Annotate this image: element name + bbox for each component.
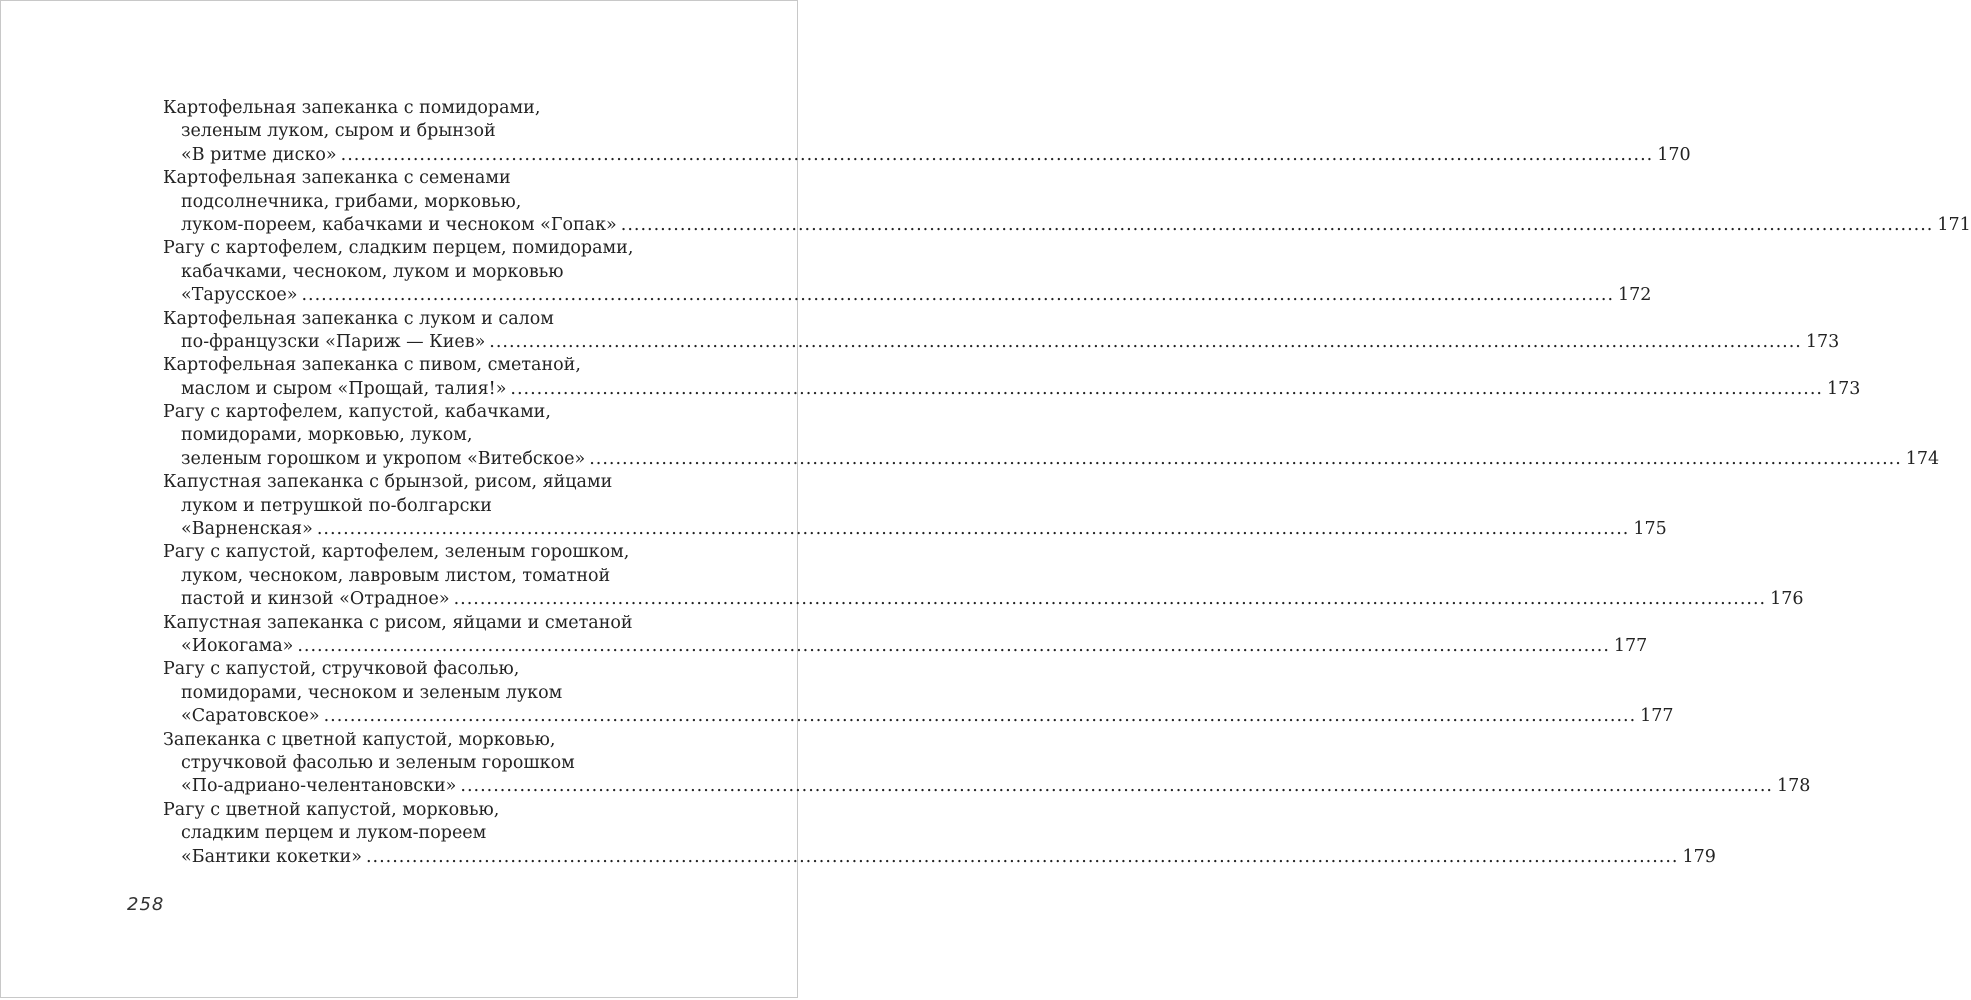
toc-entry-line: Рагу с капустой, стручковой фасолью, (163, 659, 520, 680)
toc-entry-line: Рагу с капустой, картофелем, зеленым горошком, (163, 542, 630, 563)
toc-entry-text: «Варненская» (181, 519, 313, 540)
dot-leader: ........................................................................................................................................................................................................ (340, 144, 1654, 165)
toc-entry-line: Картофельная запеканка с семенами (163, 168, 511, 189)
toc-entry (163, 729, 1811, 799)
toc-entry-line: Капустная запеканка с рисом, яйцами и сметаной (163, 612, 633, 633)
toc-entry-text: луком-пореем, кабачками и чесноком «Гопак» (181, 214, 617, 235)
toc-entry-line (163, 705, 1674, 728)
toc-entry (163, 308, 1840, 355)
toc-entry-line: стручковой фасолью и зеленым горошком (181, 752, 575, 773)
toc-page-number: 178 (1776, 776, 1811, 797)
toc-entry-line (163, 635, 1648, 658)
toc-page-number: 171 (1937, 214, 1971, 235)
toc-entry (163, 799, 1716, 869)
toc-entry-line (163, 588, 1804, 611)
page-number: 258 (127, 894, 165, 915)
toc-page-number: 175 (1633, 519, 1667, 540)
toc-entry-line: луком, чесноком, лавровым листом, томатной (181, 565, 611, 586)
toc-entry-text: пастой и кинзой «Отрадное» (181, 589, 450, 610)
toc-entry-line (163, 846, 1716, 869)
dot-leader: ........................................................................................................................................................................................................ (453, 589, 1767, 610)
toc-entry-line (163, 775, 1811, 798)
toc-entry-line: помидорами, чесноком и зеленым луком (181, 682, 563, 703)
toc-entry-line: луком и петрушкой по-болгарски (181, 495, 492, 516)
dot-leader: ........................................................................................................................................................................................................ (316, 519, 1630, 540)
toc-entry (163, 237, 1652, 307)
toc-page-number: 177 (1613, 635, 1648, 656)
toc-entry-line: сладким перцем и луком-пореем (181, 823, 487, 844)
toc-page-number: 176 (1770, 589, 1804, 610)
dot-leader: ........................................................................................................................................................................................................ (489, 331, 1802, 352)
toc-entry-text: «Саратовское» (181, 706, 320, 727)
toc-entry-text: зеленым горошком и укропом «Витебское» (181, 448, 586, 469)
toc-entry-line: Рагу с картофелем, капустой, кабачками, (163, 402, 551, 423)
dot-leader: ........................................................................................................................................................................................................ (589, 448, 1902, 469)
toc-entry (163, 354, 1861, 401)
toc-entry-line (163, 331, 1840, 354)
toc-entry (163, 401, 1940, 471)
toc-entry-line (163, 284, 1652, 307)
dot-leader: ........................................................................................................................................................................................................ (297, 635, 1610, 656)
dot-leader: ........................................................................................................................................................................................................ (301, 285, 1615, 306)
toc-entry-text: «Иокогама» (181, 635, 294, 656)
toc-entry-line: Рагу с цветной капустой, морковью, (163, 799, 500, 820)
dot-leader: ........................................................................................................................................................................................................ (460, 776, 1773, 797)
toc-entry-line (163, 448, 1940, 471)
toc-page-number: 173 (1805, 331, 1840, 352)
toc-entry-line: Картофельная запеканка с луком и салом (163, 308, 554, 329)
toc-entry-line (163, 214, 1971, 237)
toc-entry-text: «По-адриано-челентановски» (181, 776, 457, 797)
toc-entry-line: зеленым луком, сыром и брынзой (181, 121, 496, 142)
toc-page-number: 172 (1618, 285, 1652, 306)
toc-entry-line: Картофельная запеканка с помидорами, (163, 98, 541, 118)
toc-entry-text: «В ритме диско» (181, 144, 337, 165)
toc-entry-text: по-французски «Париж — Киев» (181, 331, 486, 352)
toc-page-number: 174 (1905, 448, 1940, 469)
toc-entry (163, 167, 1971, 237)
toc-entry-text: «Тарусское» (181, 285, 298, 306)
toc-entry-line: Картофельная запеканка с пивом, сметаной, (163, 355, 581, 376)
toc-entry (163, 471, 1667, 541)
toc-entry-line: кабачками, чесноком, луком и морковью (181, 261, 564, 282)
dot-leader: ........................................................................................................................................................................................................ (323, 706, 1637, 727)
toc-entry (163, 541, 1804, 611)
dot-leader: ........................................................................................................................................................................................................ (365, 846, 1679, 867)
toc-page-number: 173 (1826, 378, 1861, 399)
toc-page-number: 177 (1640, 706, 1674, 727)
toc-entry-line: Капустная запеканка с брынзой, рисом, яйцами (163, 472, 613, 493)
toc-entry-line (163, 518, 1667, 541)
toc-page-number: 179 (1682, 846, 1716, 867)
toc-entry-line (163, 144, 1691, 167)
toc-entry-line: Запеканка с цветной капустой, морковью, (163, 729, 556, 750)
table-of-contents (163, 97, 1971, 869)
toc-entry-line: Рагу с картофелем, сладким перцем, помидорами, (163, 238, 634, 259)
toc-entry-line: помидорами, морковью, луком, (181, 425, 473, 446)
dot-leader: ........................................................................................................................................................................................................ (510, 378, 1823, 399)
toc-page-number: 170 (1657, 144, 1691, 165)
toc-entry-line: подсолнечника, грибами, морковью, (181, 191, 522, 212)
toc-entry-line (163, 378, 1861, 401)
toc-entry (163, 612, 1648, 659)
toc-entry (163, 658, 1674, 728)
dot-leader: ........................................................................................................................................................................................................ (620, 214, 1934, 235)
toc-entry-text: маслом и сыром «Прощай, талия!» (181, 378, 507, 399)
toc-entry-text: «Бантики кокетки» (181, 846, 362, 867)
toc-entry (163, 97, 1691, 167)
